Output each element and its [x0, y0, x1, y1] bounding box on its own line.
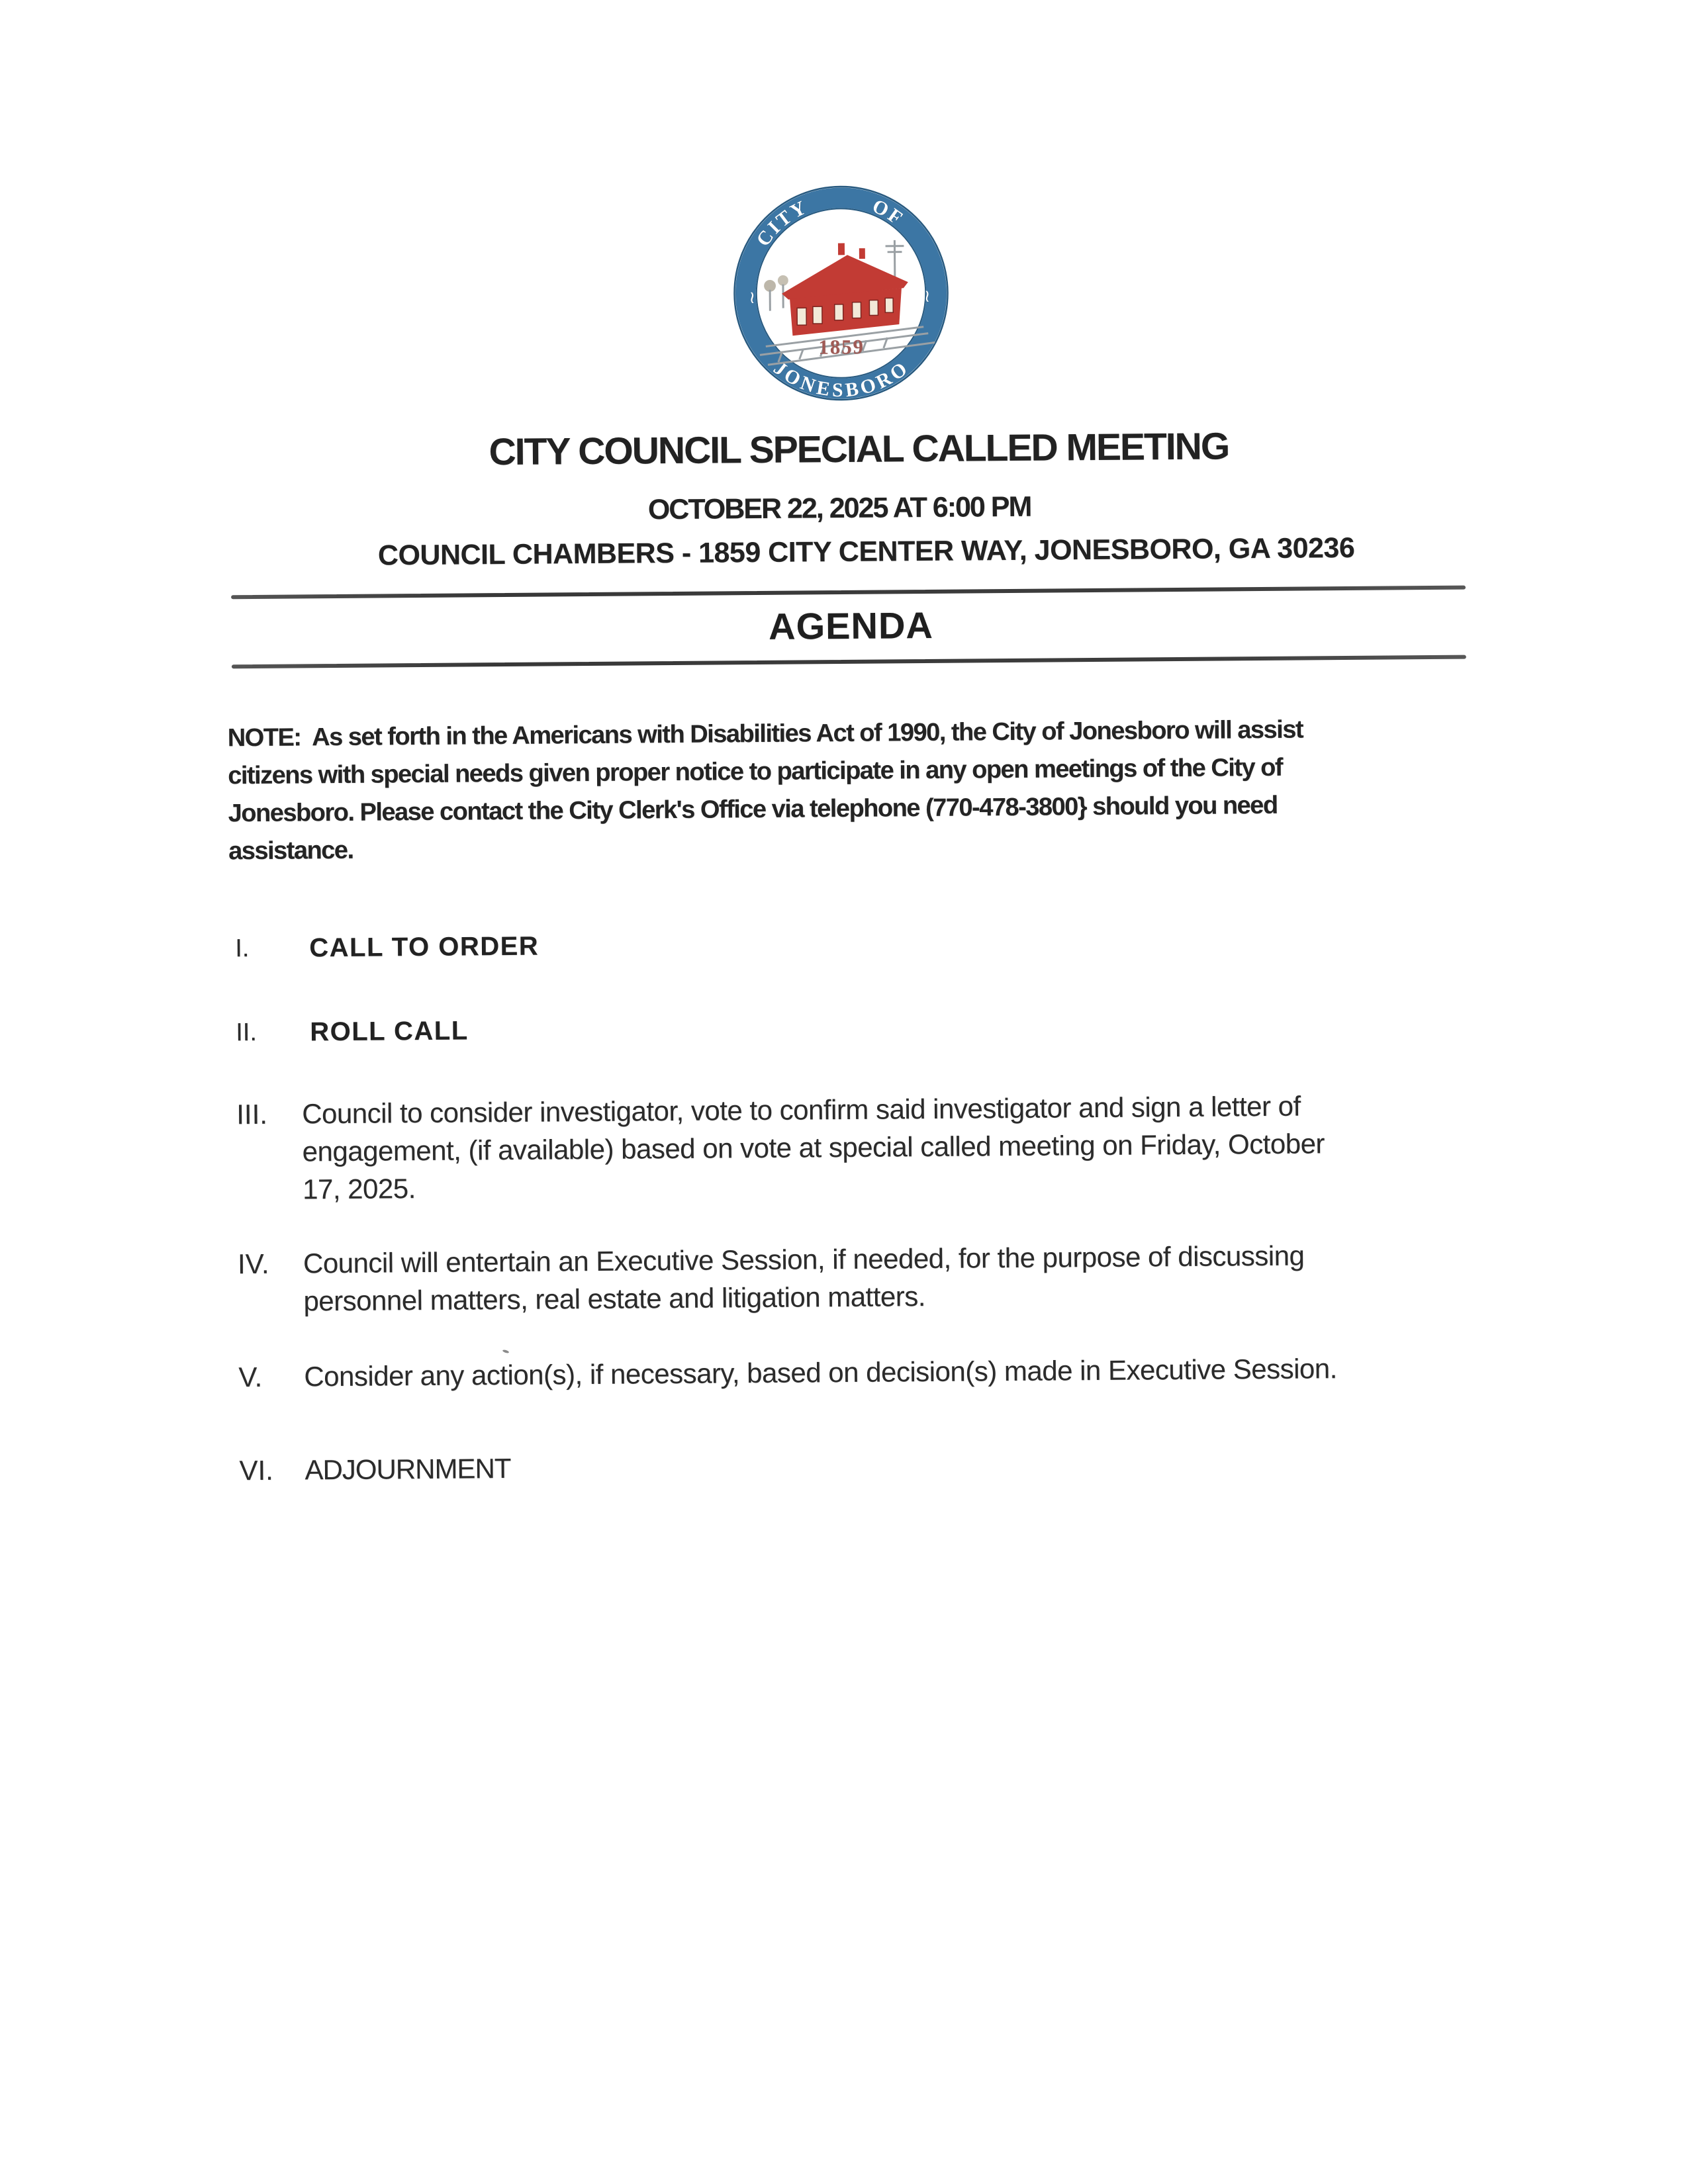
item-text: personnel matters, real estate and litigation matters. [303, 1281, 926, 1317]
seal-left-squiggle-icon: ≀ [749, 288, 756, 308]
agenda-item-investigator [236, 1087, 1325, 1208]
chimney-icon [838, 243, 845, 255]
agenda-item-roll-call [236, 1012, 469, 1052]
item-text: Council to consider investigator, vote to confirm said investigator and sign a letter of [302, 1090, 1301, 1130]
ada-note-line: Jonesboro. Please contact the City Clerk's Office via telephone (770-478-3800} should you need [228, 791, 1278, 828]
tree-icon [778, 275, 788, 286]
item-text: ADJOURNMENT [305, 1452, 511, 1486]
item-numeral: III. [236, 1098, 268, 1130]
seal-text-jonesboro: JONESBORO [769, 355, 914, 402]
ada-note-line: assistance. [228, 836, 353, 866]
item-numeral: VI. [239, 1454, 274, 1486]
agenda-item-adjournment [239, 1449, 510, 1489]
item-text: Council will entertain an Executive Session, if needed, for the purpose of discussing [303, 1240, 1305, 1279]
seal-text-of: OF [868, 195, 908, 230]
meeting-location: COUNCIL CHAMBERS - 1859 CITY CENTER WAY, JONESBORO, GA 30236 [377, 531, 1355, 572]
ada-note [228, 711, 1304, 871]
divider-line-bottom [232, 655, 1466, 669]
seal-text-city: CITY [752, 196, 812, 251]
agenda-item-executive-session [238, 1237, 1305, 1321]
item-numeral: I. [235, 934, 250, 963]
item-numeral: II. [236, 1018, 258, 1047]
item-text: CALL TO ORDER [309, 931, 539, 963]
item-numeral: IV. [237, 1248, 269, 1280]
agenda-item-call-to-order [235, 928, 539, 968]
item-text: Consider any action(s), if necessary, based on decision(s) made in Executive Session. [304, 1353, 1337, 1392]
ada-note-line: citizens with special needs given proper notice to participate in any open meetings of the City of [228, 753, 1283, 790]
divider-line-top [231, 586, 1466, 600]
item-numeral: V. [238, 1361, 263, 1393]
agenda-heading: AGENDA [768, 604, 934, 647]
item-text: ROLL CALL [310, 1016, 469, 1047]
agenda-item-actions [238, 1349, 1337, 1396]
item-text: engagement, (if available) based on vote at special called meeting on Friday, October [302, 1128, 1325, 1167]
city-seal-logo [728, 181, 954, 406]
seal-year: 1859 [818, 336, 865, 359]
seal-right-squiggle-icon: ≀ [923, 287, 931, 306]
scan-artifact [502, 1349, 510, 1354]
meeting-datetime: OCTOBER 22, 2025 AT 6:00 PM [647, 490, 1031, 526]
chimney-icon [859, 248, 865, 259]
item-text: 17, 2025. [302, 1173, 416, 1205]
meeting-title: CITY COUNCIL SPECIAL CALLED MEETING [489, 425, 1229, 474]
ada-note-line: NOTE: As set forth in the Americans with Disabilities Act of 1990, the City of Jonesboro will assist [227, 715, 1303, 752]
